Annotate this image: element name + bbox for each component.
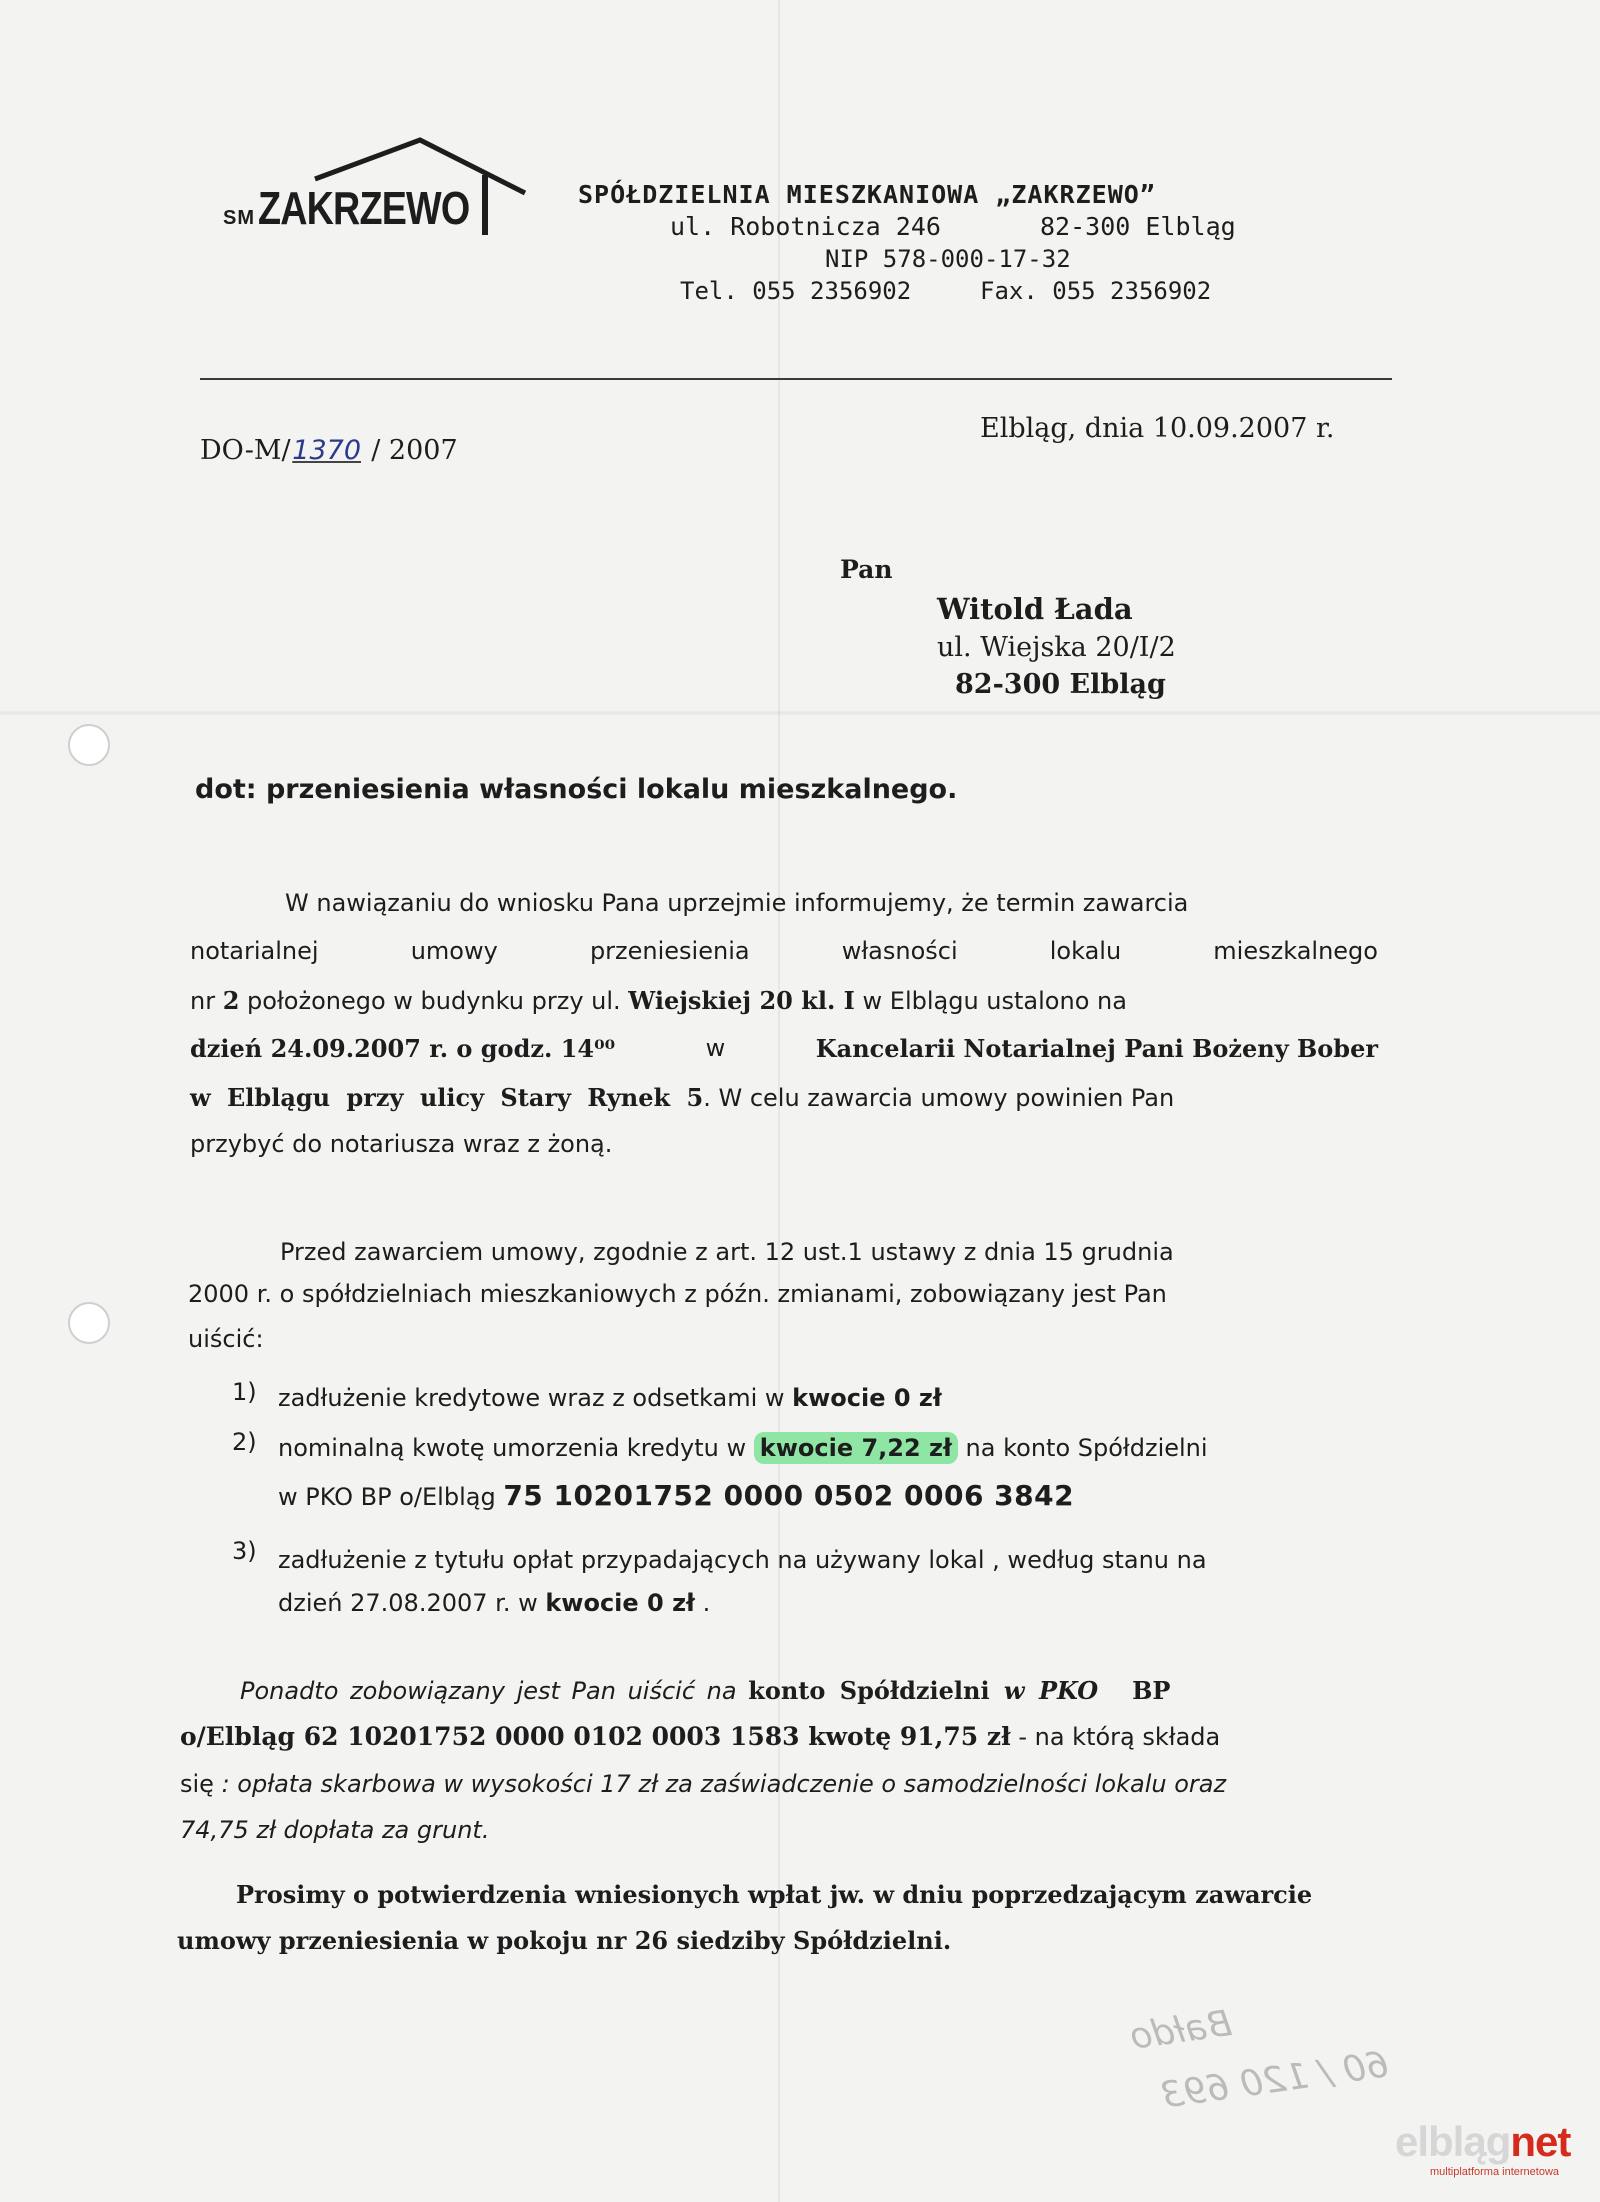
- letterhead-divider: [200, 378, 1392, 380]
- text: w PKO: [989, 1676, 1099, 1705]
- amount: kwocie 0 zł: [792, 1384, 942, 1412]
- ref-prefix: DO-M/: [200, 435, 291, 466]
- text: na konto Spółdzielni: [957, 1434, 1208, 1462]
- list-item-3-number: 3): [232, 1537, 257, 1565]
- word: umowy: [410, 937, 498, 965]
- p1-line-3: [190, 986, 1127, 1015]
- watermark-subtitle: multiplatforma internetowa: [1430, 2166, 1560, 2178]
- text: - na którą składa: [1010, 1723, 1221, 1751]
- notary-address: w Elblągu przy ulicy Stary Rynek 5: [190, 1083, 704, 1112]
- amount: kwocie 0 zł: [545, 1589, 695, 1617]
- building-address: Wiejskiej 20 kl. I: [628, 986, 855, 1015]
- p1-line-6: przybyć do notariusza wraz z żoną.: [190, 1130, 613, 1158]
- bank-account-number: 75 10201752 0000 0502 0006 3842: [503, 1479, 1075, 1512]
- logo-name-text: ZAKRZEWO: [258, 182, 470, 234]
- list-item-3: zadłużenie z tytułu opłat przypadających na używany lokal , według stanu na: [278, 1546, 1207, 1574]
- text: w Elblągu ustalono na: [854, 987, 1127, 1015]
- list-item-2-account: [278, 1479, 1074, 1512]
- punch-hole-top: [68, 724, 110, 766]
- ref-suffix: / 2007: [371, 435, 458, 466]
- text: konto Spółdzielni: [748, 1676, 990, 1705]
- logo-sm-text: SM: [223, 207, 255, 229]
- p4-line-2: umowy przeniesienia w pokoju nr 26 siedziby Spółdzielni.: [177, 1926, 952, 1955]
- watermark-text: elbląg: [1395, 2118, 1511, 2165]
- recipient-name: Witold Łada: [937, 592, 1133, 626]
- text: Ponadto zobowiązany jest Pan uiścić na: [240, 1677, 749, 1705]
- letter-subject: dot: przeniesienia własności lokalu mieszkalnego.: [195, 774, 958, 805]
- list-item-1: [278, 1384, 942, 1412]
- p3-line-1: [240, 1676, 1170, 1705]
- text: w: [705, 1034, 726, 1062]
- text: : opłata skarbowa w wysokości 17 zł za zaświadczenie o samodzielności lokalu oraz: [213, 1770, 1227, 1798]
- word: własności: [841, 937, 958, 965]
- word: lokalu: [1049, 937, 1122, 965]
- elblag-net-watermark: [1395, 2118, 1570, 2166]
- list-item-2-number: 2): [232, 1428, 257, 1456]
- word: notarialnej: [190, 937, 319, 965]
- text: . W celu zawarcia umowy powinien Pan: [703, 1084, 1175, 1112]
- coop-nip: NIP 578-000-17-32: [825, 245, 1071, 273]
- coop-name: SPÓŁDZIELNIA MIESZKANIOWA „ZAKRZEWO”: [578, 180, 1156, 209]
- text: położonego w budynku przy ul.: [239, 987, 629, 1015]
- recipient-city: 82-300 Elbląg: [955, 669, 1166, 700]
- p3-line-3: [180, 1770, 1226, 1798]
- text: nr: [190, 987, 223, 1015]
- p1-line-2: [190, 937, 1378, 965]
- p4-line-1: Prosimy o potwierdzenia wniesionych wpłat jw. w dniu poprzedzającym zawarcie: [236, 1880, 1313, 1909]
- apartment-number: 2: [222, 986, 240, 1015]
- p3-line-4: 74,75 zł dopłata za grunt.: [180, 1816, 490, 1844]
- p2-line-1: Przed zawarciem umowy, zgodnie z art. 12 ust.1 ustawy z dnia 15 grudnia: [280, 1238, 1174, 1266]
- coop-zip-city: 82-300 Elbląg: [1040, 212, 1236, 241]
- p1-line-1: W nawiązaniu do wniosku Pana uprzejmie informujemy, że termin zawarcia: [285, 889, 1189, 917]
- list-item-2: [278, 1434, 1208, 1462]
- list-item-1-number: 1): [232, 1378, 257, 1406]
- text: .: [694, 1589, 711, 1617]
- word: mieszkalnego: [1213, 937, 1378, 965]
- p1-line-5: [190, 1083, 1174, 1112]
- appointment-date: dzień 24.09.2007 r. o godz. 14⁰⁰: [190, 1034, 616, 1063]
- text: zadłużenie kredytowe wraz z odsetkami w: [278, 1384, 793, 1412]
- list-item-3-line-2: [278, 1589, 710, 1617]
- text: dzień 27.08.2007 r. w: [278, 1589, 546, 1617]
- p2-line-2: 2000 r. o spółdzielniach mieszkaniowych z późn. zmianami, zobowiązany jest Pan: [188, 1280, 1167, 1308]
- text: w PKO BP o/Elbląg: [278, 1483, 504, 1511]
- recipient-street: ul. Wiejska 20/I/2: [937, 632, 1176, 663]
- cooperative-logo: [220, 135, 530, 245]
- recipient-salutation: Pan: [840, 555, 893, 584]
- text: BP: [1132, 1676, 1171, 1705]
- p3-line-2: [180, 1722, 1220, 1751]
- pencil-note-line-1: Bałdo: [1127, 2003, 1235, 2058]
- text: się: [180, 1770, 214, 1798]
- coop-fax: Fax. 055 2356902: [980, 277, 1212, 305]
- p2-line-3: uiścić:: [188, 1325, 264, 1353]
- coop-street: ul. Robotnicza 246: [670, 212, 941, 241]
- word: przeniesienia: [589, 937, 750, 965]
- ref-handwritten-number: 1370: [292, 435, 361, 466]
- letter-date: Elbląg, dnia 10.09.2007 r.: [980, 413, 1335, 444]
- coop-tel: Tel. 055 2356902: [680, 277, 912, 305]
- reference-number: [200, 435, 458, 466]
- account-and-amount: o/Elbląg 62 10201752 0000 0102 0003 1583 kwotę 91,75 zł: [180, 1722, 1011, 1751]
- notary-office: Kancelarii Notarialnej Pani Bożeny Bober: [815, 1034, 1378, 1063]
- punch-hole-bottom: [68, 1302, 110, 1344]
- p1-line-4: [190, 1034, 1378, 1063]
- text: nominalną kwotę umorzenia kredytu w: [278, 1434, 754, 1462]
- highlighted-amount: kwocie 7,22 zł: [754, 1432, 958, 1464]
- horizontal-fold-line: [0, 710, 1600, 716]
- pencil-note-line-2: 60 / 120 693: [1158, 2044, 1392, 2117]
- watermark-net: net: [1510, 2118, 1571, 2165]
